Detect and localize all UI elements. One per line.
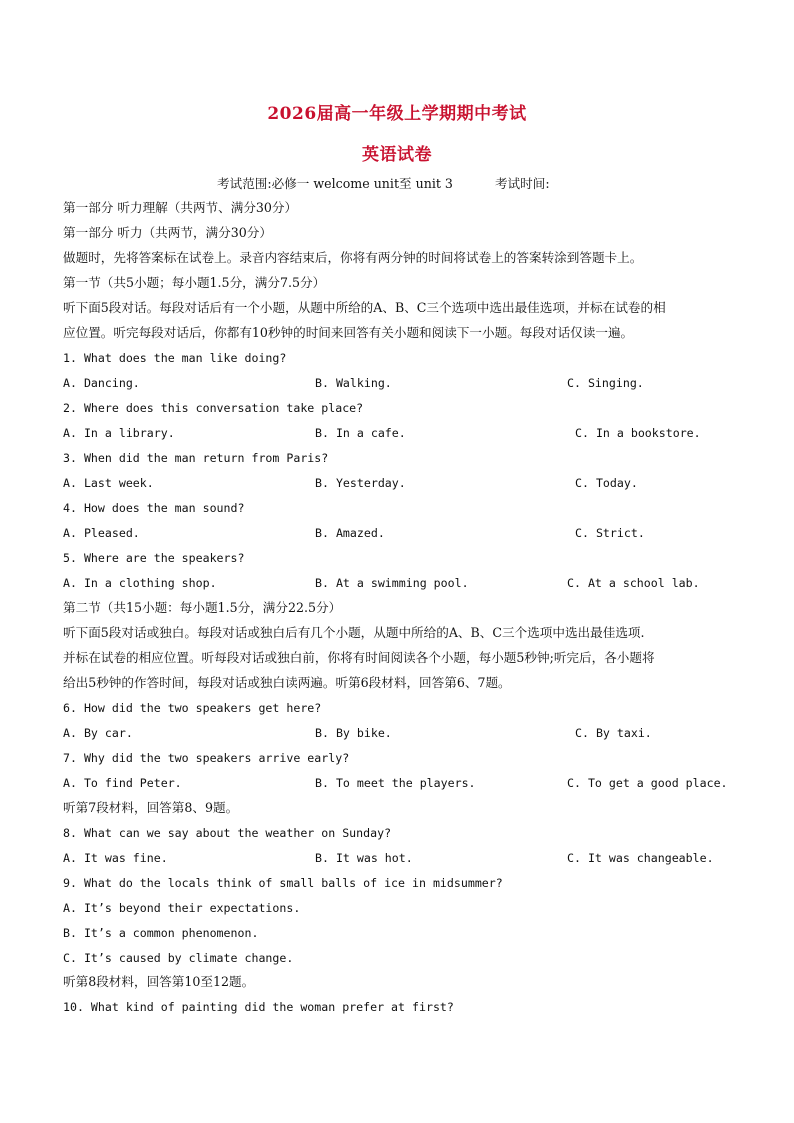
q1-option-b: B. Walking.	[315, 376, 392, 390]
q6-option-c: C. By taxi.	[575, 726, 652, 740]
q5-option-b: B. At a swimming pool.	[315, 576, 469, 590]
exam-time-label: 考试时间:	[494, 176, 550, 191]
question-8: 8. What can we say about the weather on Sunday?	[63, 826, 392, 840]
q7-option-b: B. To meet the players.	[315, 776, 476, 790]
q1-option-a: A. Dancing.	[63, 376, 140, 390]
section2-instructions-2: 并标在试卷的相应位置。听每段对话或独白前，你将有时间阅读各个小题，每小题5秒钟;听完后，各小题将	[63, 650, 655, 665]
section2-instructions-1: 听下面5段对话或独白。每段对话或独白后有几个小题，从题中所给的A、B、C三个选项中选出最佳选项.	[63, 625, 645, 640]
section1-instructions-2: 应位置。听完每段对话后，你都有10秒钟的时间来回答有关小题和阅读下一小题。每段对话仅读一遍。	[63, 325, 634, 340]
section2-note-8: 听第8段材料，回答第10至12题。	[63, 974, 255, 989]
q5-option-a: A. In a clothing shop.	[63, 576, 217, 590]
question-2: 2. Where does this conversation take place?	[63, 401, 364, 415]
section2-instructions-3: 给出5秒钟的作答时间，每段对话或独白读两遍。听第6段材料，回答第6、7题。	[63, 675, 511, 690]
q8-option-a: A. It was fine.	[63, 851, 168, 865]
q4-option-b: B. Amazed.	[315, 526, 385, 540]
q2-option-c: C. In a bookstore.	[575, 426, 701, 440]
q1-option-c: C. Singing.	[567, 376, 644, 390]
q2-option-b: B. In a cafe.	[315, 426, 406, 440]
section1-instructions-1: 听下面5段对话。每段对话后有一个小题，从题中所给的A、B、C三个选项中选出最佳选项，并标在试卷的相	[63, 300, 666, 315]
question-9: 9. What do the locals think of small balls of ice in midsummer?	[63, 876, 503, 890]
q9-option-c: C. It’s caused by climate change.	[63, 951, 294, 965]
question-1: 1. What does the man like doing?	[63, 351, 287, 365]
part1-intro: 做题时，先将答案标在试卷上。录音内容结束后，你将有两分钟的时间将试卷上的答案转涂到答题卡上。	[63, 250, 643, 265]
q8-option-c: C. It was changeable.	[567, 851, 714, 865]
part1-heading: 第一部分 听力理解（共两节、满分30分）	[63, 200, 298, 215]
question-7: 7. Why did the two speakers arrive early?	[63, 751, 350, 765]
q3-option-b: B. Yesterday.	[315, 476, 406, 490]
section2-note-7: 听第7段材料，回答第8、9题。	[63, 800, 239, 815]
page-title: 2026届高一年级上学期期中考试	[267, 104, 527, 124]
part1-heading-2: 第一部分 听力（共两节，满分30分）	[63, 225, 272, 240]
q6-option-a: A. By car.	[63, 726, 133, 740]
question-10: 10. What kind of painting did the woman prefer at first?	[63, 1000, 454, 1014]
section2-heading: 第二节（共15小题：每小题1.5分，满分22.5分）	[63, 600, 342, 615]
q8-option-b: B. It was hot.	[315, 851, 413, 865]
page-subtitle: 英语试卷	[362, 145, 432, 165]
q4-option-a: A. Pleased.	[63, 526, 140, 540]
q3-option-c: C. Today.	[575, 476, 638, 490]
exam-scope-text: 考试范围:必修一 welcome unit至 unit 3	[217, 176, 453, 191]
exam-scope	[217, 176, 754, 192]
q5-option-c: C. At a school lab.	[567, 576, 700, 590]
q9-option-a: A. It’s beyond their expectations.	[63, 901, 301, 915]
question-4: 4. How does the man sound?	[63, 501, 245, 515]
q2-option-a: A. In a library.	[63, 426, 175, 440]
section1-heading: 第一节（共5小题；每小题1.5分，满分7.5分）	[63, 275, 326, 290]
q4-option-c: C. Strict.	[575, 526, 645, 540]
q7-option-c: C. To get a good place.	[567, 776, 728, 790]
q3-option-a: A. Last week.	[63, 476, 154, 490]
question-3: 3. When did the man return from Paris?	[63, 451, 329, 465]
question-6: 6. How did the two speakers get here?	[63, 701, 322, 715]
q7-option-a: A. To find Peter.	[63, 776, 182, 790]
question-5: 5. Where are the speakers?	[63, 551, 245, 565]
q9-option-b: B. It’s a common phenomenon.	[63, 926, 259, 940]
q6-option-b: B. By bike.	[315, 726, 392, 740]
